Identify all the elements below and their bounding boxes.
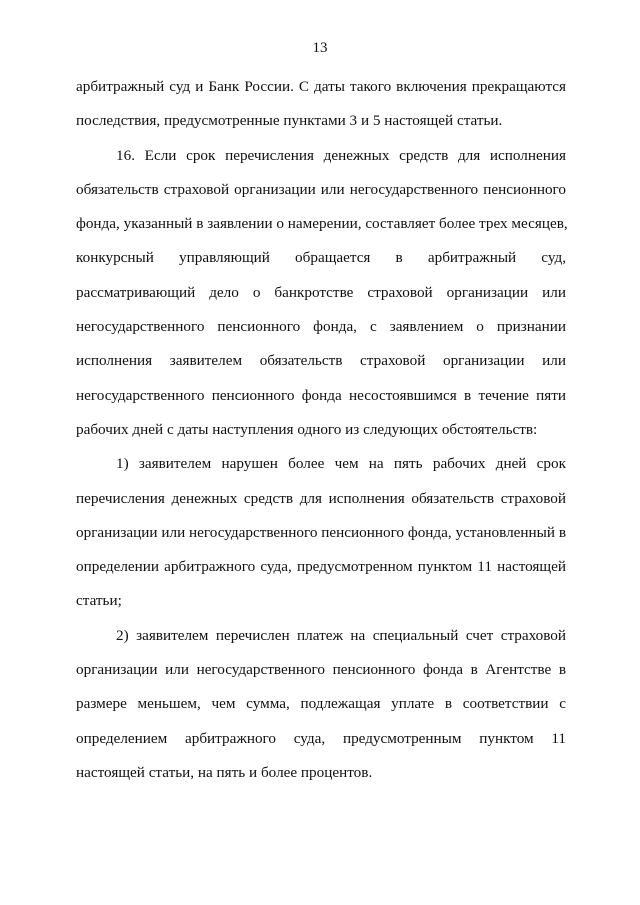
- text-line: обязательств страховой организации или негосударственного пенсионного: [76, 180, 566, 198]
- text-line: настоящей статьи, на пять и более процентов.: [76, 763, 373, 781]
- paragraph-subitem-2: [76, 619, 566, 790]
- paragraph-item-16: [76, 139, 566, 448]
- text-line: определением арбитражного суда, предусмотренным пунктом 11: [76, 729, 566, 747]
- text-line: определении арбитражного суда, предусмотренном пунктом 11 настоящей: [76, 558, 566, 576]
- text-line: негосударственного пенсионного фонда, с заявлением о признании: [76, 318, 566, 336]
- text-line: 1) заявителем нарушен более чем на пять рабочих дней срок: [116, 455, 566, 473]
- text-line: конкурсный управляющий обращается в арбитражный суд,: [76, 249, 566, 267]
- page-number: 13: [312, 40, 328, 56]
- text-line: негосударственного пенсионного фонда несостоявшимся в течение пяти: [76, 386, 566, 404]
- text-line: перечисления денежных средств для исполнения обязательств страховой: [76, 489, 566, 507]
- text-line: организации или негосударственного пенсионного фонда в Агентстве в: [76, 661, 566, 679]
- text-line: исполнения заявителем обязательств страховой организации или: [76, 352, 566, 370]
- text-line: последствия, предусмотренные пунктами 3 и 5 настоящей статьи.: [76, 112, 503, 130]
- text-line: арбитражный суд и Банк России. С даты такого включения прекращаются: [76, 78, 566, 95]
- text-line: рассматривающий дело о банкротстве страховой организации или: [76, 283, 566, 301]
- text-line: 16. Если срок перечисления денежных средств для исполнения: [116, 146, 566, 164]
- text-line: организации или негосударственного пенсионного фонда, установленный в: [76, 523, 566, 541]
- paragraph-continuation: [76, 70, 566, 139]
- paragraph-subitem-1: [76, 447, 566, 618]
- text-line: фонда, указанный в заявлении о намерении, составляет более трех месяцев,: [76, 215, 568, 233]
- text-line: статьи;: [76, 592, 122, 610]
- text-line: рабочих дней с даты наступления одного из следующих обстоятельств:: [76, 420, 538, 438]
- text-line: размере меньшем, чем сумма, подлежащая уплате в соответствии с: [76, 695, 566, 713]
- body-text: [76, 70, 566, 790]
- text-line: 2) заявителем перечислен платеж на специальный счет страховой: [116, 626, 566, 644]
